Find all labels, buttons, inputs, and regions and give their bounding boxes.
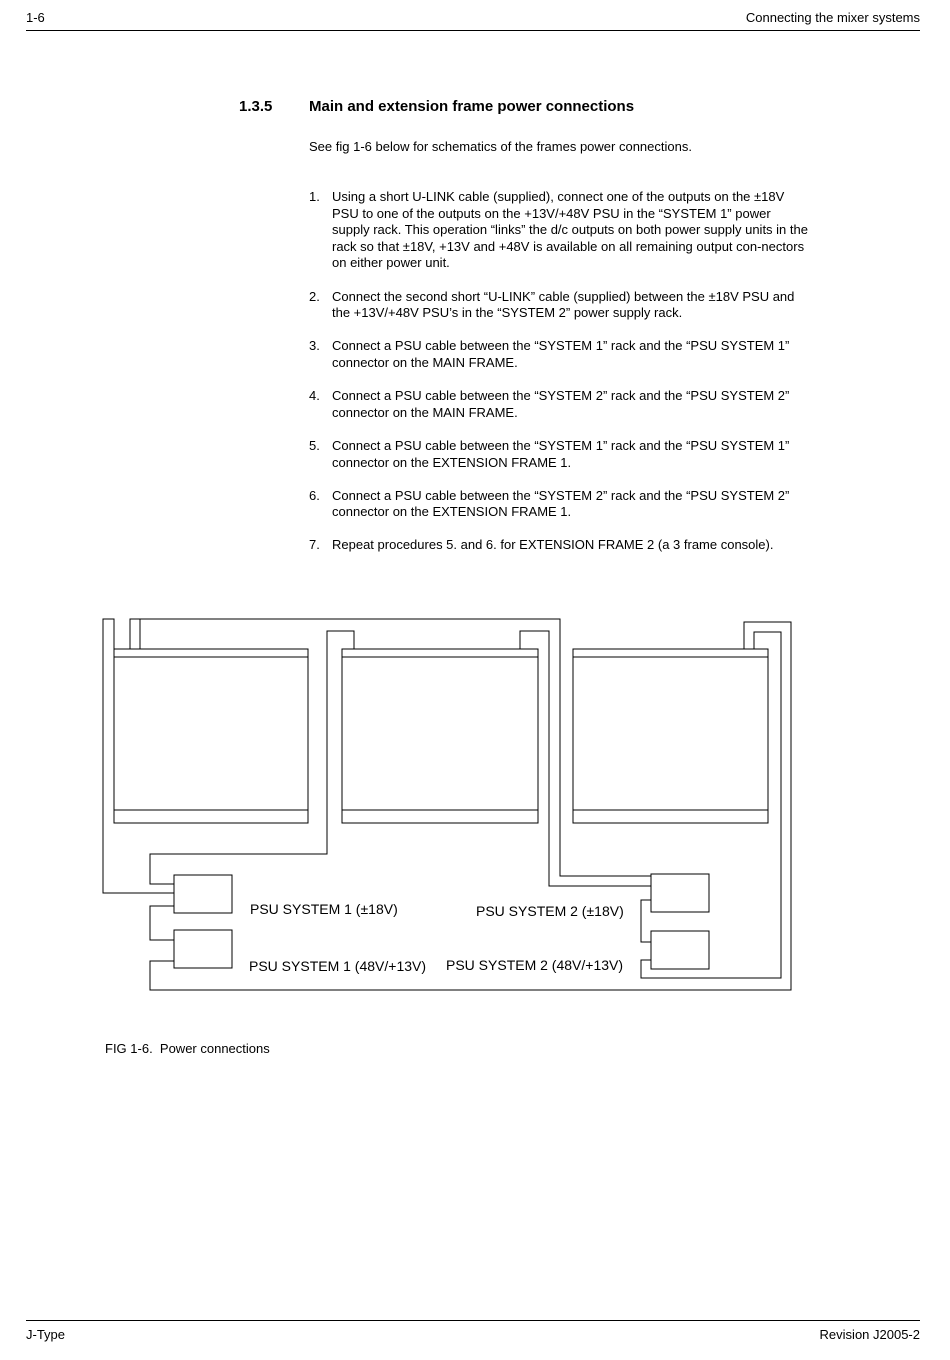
intro-paragraph: See fig 1-6 below for schematics of the frames power connections. (309, 139, 692, 154)
power-diagram (0, 600, 950, 1010)
section-number: 1.3.5 (239, 98, 273, 115)
power-cables (103, 619, 791, 990)
frame-1 (114, 649, 308, 823)
step-text: Connect a PSU cable between the “SYSTEM 1” rack and the “PSU SYSTEM 1” connector on the EXTENSION FRAME 1. (332, 437, 790, 470)
procedure-list (309, 189, 809, 571)
procedure-step (309, 388, 809, 421)
label-psu-system-2-18v: PSU SYSTEM 2 (±18V) (476, 903, 624, 919)
procedure-step (309, 537, 809, 554)
step-number: 1. (309, 189, 320, 204)
psu-system-1-48v-unit (174, 930, 232, 968)
step-text: Connect a PSU cable between the “SYSTEM 2” rack and the “PSU SYSTEM 2” connector on the MAIN FRAME. (332, 388, 790, 420)
step-text: Using a short U-LINK cable (supplied), connect one of the outputs on the ±18V PSU to one of the outputs on the +13V/+48V PSU in the “SYSTEM 1” power supply rack. This operation “links” the d/c outputs on both power supply units in the rack so that ±18V, +13V and +48V is available on all remaining output con-nectors on either power unit. (332, 189, 808, 271)
step-number: 5. (309, 437, 320, 453)
step-number: 6. (309, 487, 320, 503)
frame-2-main (342, 649, 538, 823)
power-connections-figure (0, 600, 950, 1010)
chapter-title: Connecting the mixer systems (745, 10, 920, 25)
procedure-step (309, 488, 809, 521)
procedure-step (309, 189, 809, 272)
label-psu-system-2-48v: PSU SYSTEM 2 (48V/+13V) (446, 957, 624, 973)
frame-3 (573, 649, 768, 823)
psu-system-2-18v-unit (651, 874, 709, 912)
procedure-step (309, 438, 809, 471)
figure-caption: FIG 1-6. Power connections (105, 1041, 270, 1056)
procedure-step (309, 338, 809, 371)
procedure-step (309, 289, 809, 322)
section-heading (239, 98, 634, 115)
product-name: J-Type (26, 1327, 66, 1342)
page-header (26, 8, 920, 31)
page-number: 1-6 (26, 10, 45, 25)
label-psu-system-1-48v: PSU SYSTEM 1 (48V/+13V) (249, 958, 427, 974)
revision-label: Revision J2005-2 (819, 1327, 920, 1342)
step-text: Repeat procedures 5. and 6. for EXTENSION FRAME 2 (a 3 frame console). (332, 537, 774, 553)
psu-system-1-18v-unit (174, 875, 232, 913)
label-psu-system-1-18v: PSU SYSTEM 1 (±18V) (250, 901, 398, 917)
section-title: Main and extension frame power connections (309, 98, 635, 115)
step-number: 7. (309, 537, 320, 553)
step-text: Connect a PSU cable between the “SYSTEM 2” rack and the “PSU SYSTEM 2” connector on the EXTENSION FRAME 1. (332, 487, 790, 520)
psu-system-2-48v-unit (651, 931, 709, 969)
page-footer (26, 1320, 920, 1343)
step-number: 4. (309, 388, 320, 404)
step-number: 3. (309, 338, 320, 354)
step-number: 2. (309, 288, 320, 304)
step-text: Connect the second short “U-LINK” cable (supplied) between the ±18V PSU and the +13V/+48V PSU’s in the “SYSTEM 2” power supply rack. (332, 288, 795, 321)
step-text: Connect a PSU cable between the “SYSTEM 1” rack and the “PSU SYSTEM 1” connector on the MAIN FRAME. (332, 338, 790, 370)
